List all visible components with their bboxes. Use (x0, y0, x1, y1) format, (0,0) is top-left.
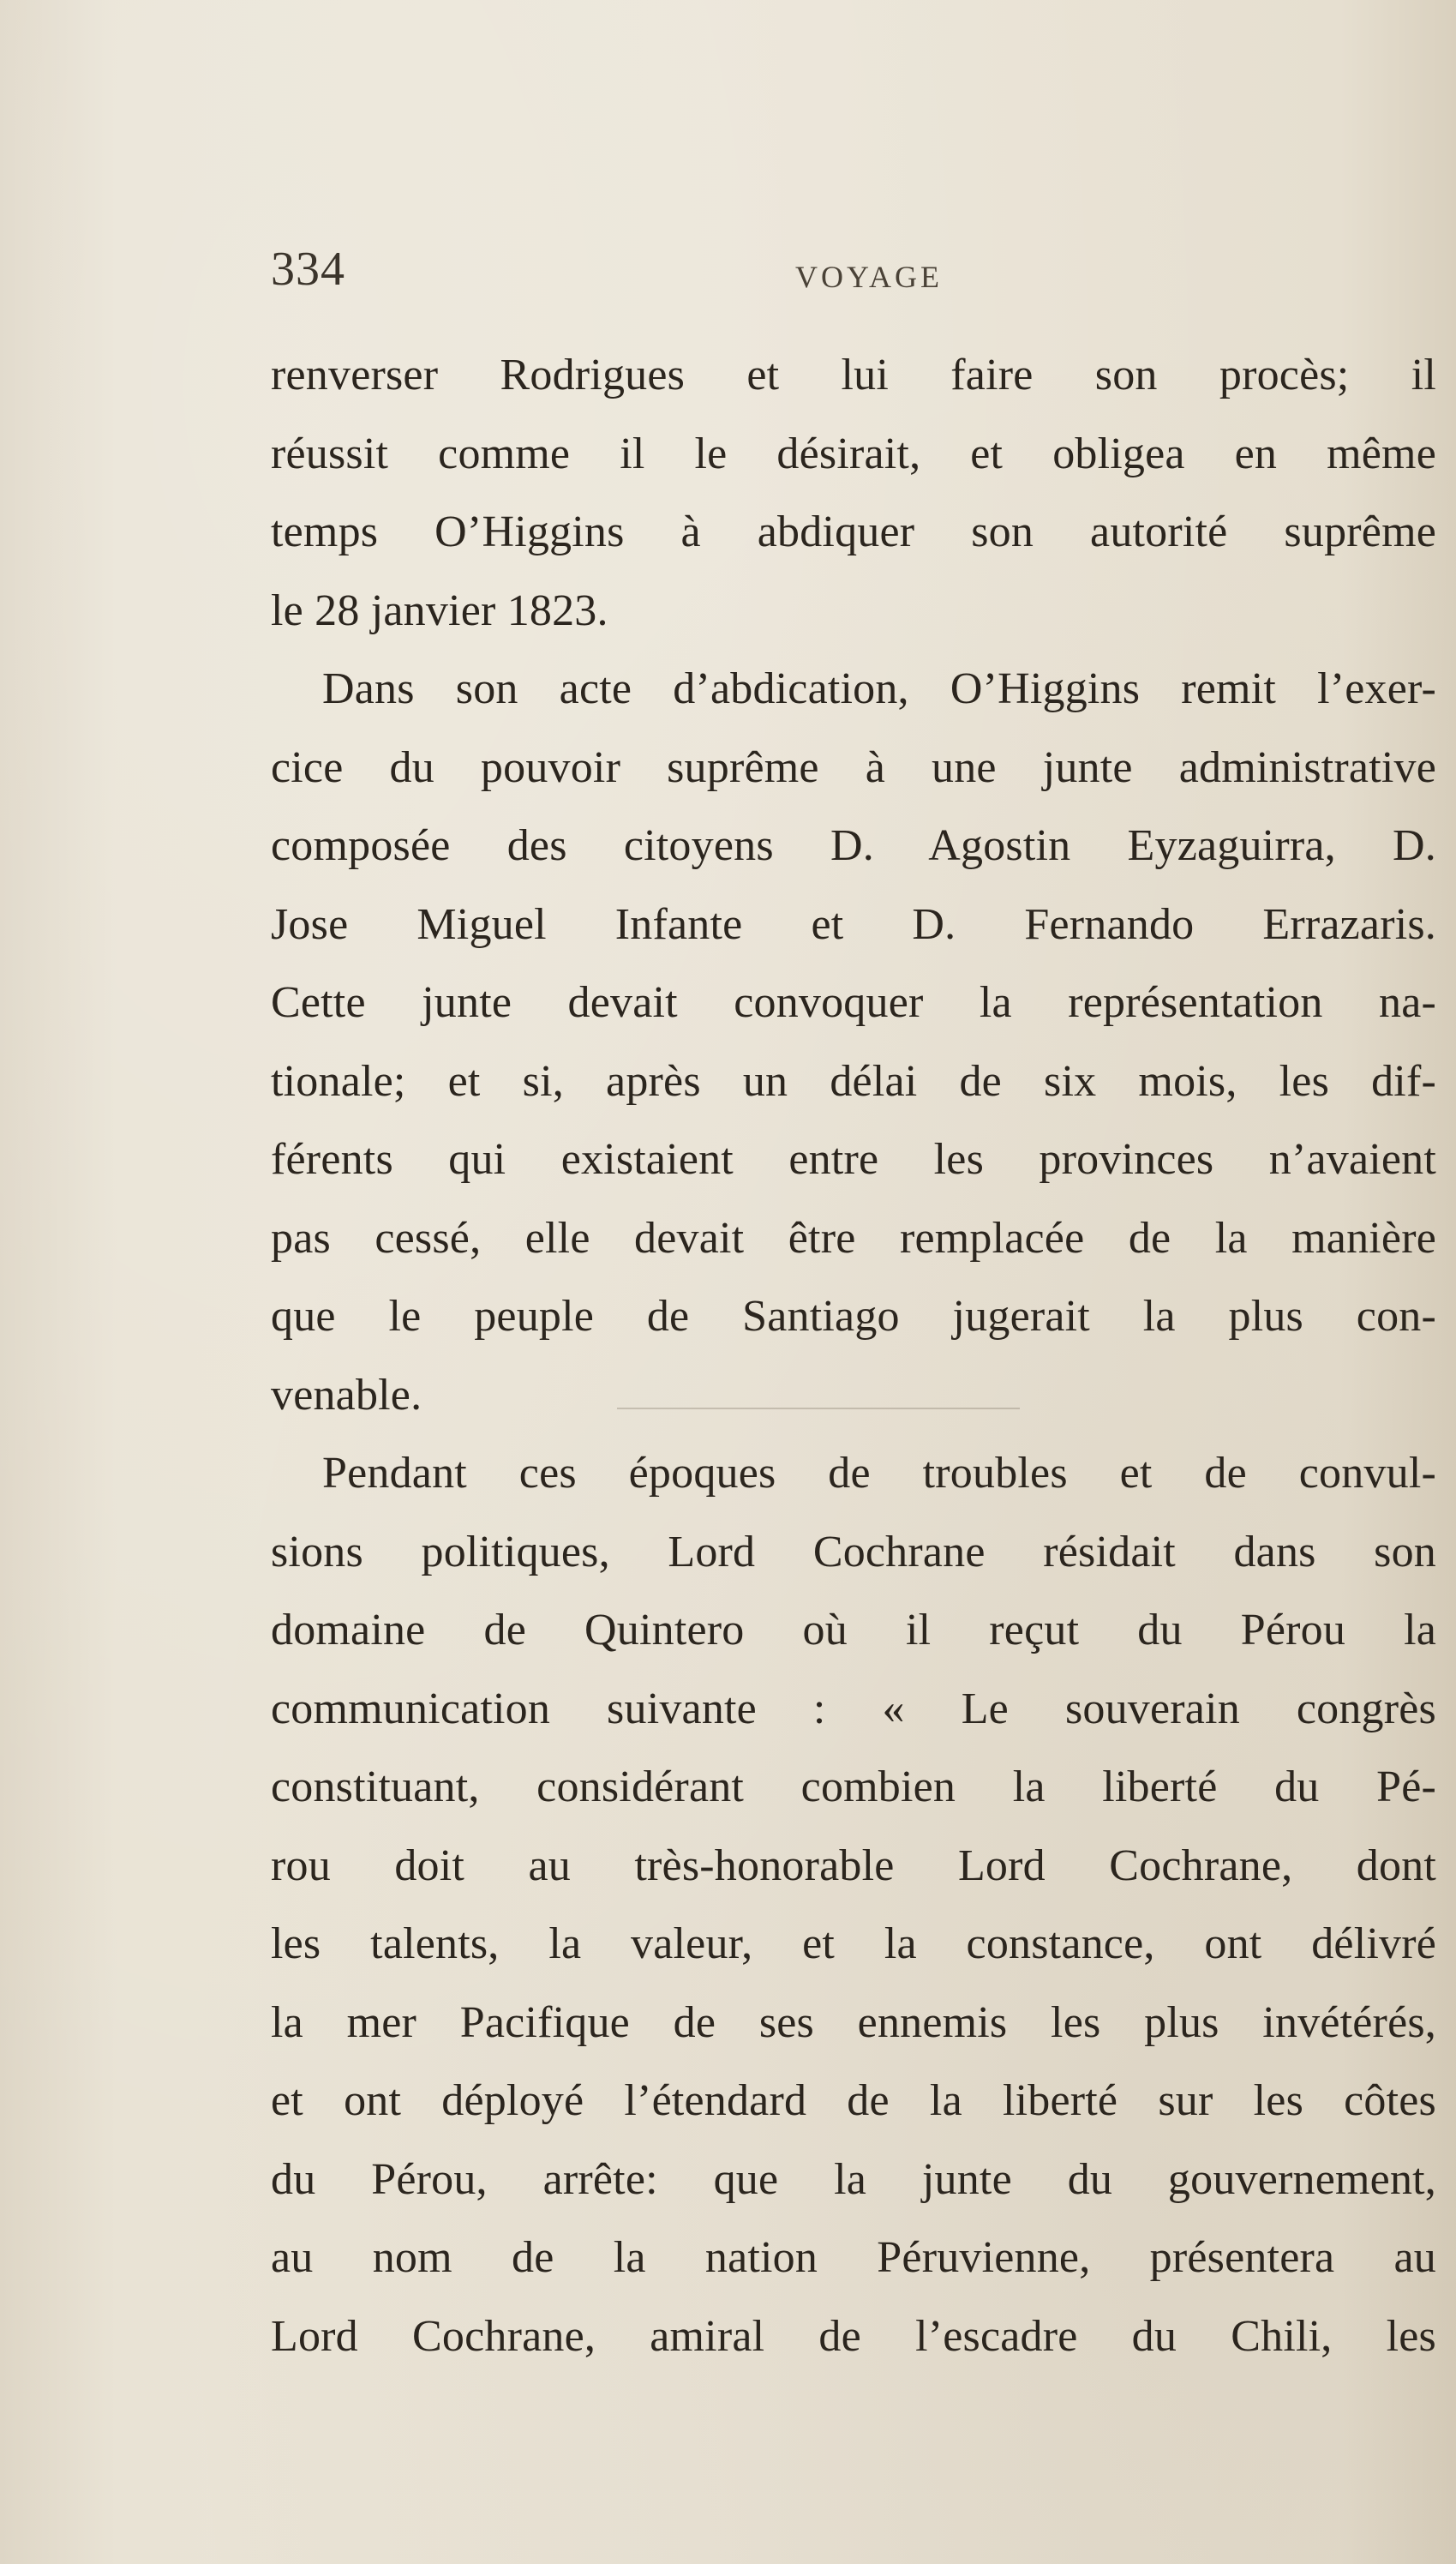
text-line: les talents, la valeur, et la constance, ont délivré (271, 1919, 1436, 1968)
text-line: pas cessé, elle devait être remplacée de la manière (271, 1213, 1436, 1263)
text-line: du Pérou, arrête: que la junte du gouvernement, (271, 2154, 1436, 2204)
text-line: composée des citoyens D. Agostin Eyzaguirra, D. (271, 821, 1436, 870)
text-line: férents qui existaient entre les provinces n’avaient (271, 1135, 1436, 1184)
text-line: et ont déployé l’étendard de la liberté sur les côtes (271, 2076, 1436, 2125)
running-title: VOYAGE (795, 260, 943, 294)
text-line: Lord Cochrane, amiral de l’escadre du Chili, les (271, 2311, 1436, 2361)
text-line: domaine de Quintero où il reçut du Pérou la (271, 1606, 1436, 1654)
page-number: 334 (271, 243, 345, 296)
text-line: que le peuple de Santiago jugerait la plus con- (271, 1292, 1436, 1341)
text-line: rou doit au très-honorable Lord Cochrane, dont (271, 1840, 1436, 1890)
text-line: tionale; et si, après un délai de six mois, les dif- (271, 1056, 1436, 1106)
body-text (271, 336, 1436, 2375)
text-line: le 28 janvier 1823. (271, 585, 608, 635)
text-line: la mer Pacifique de ses ennemis les plus invétérés, (271, 1997, 1436, 2047)
text-line: temps O’Higgins à abdiquer son autorité suprême (271, 507, 1436, 556)
show-through-rule (617, 1408, 1020, 1409)
text-line: Cette junte devait convoquer la représentation na- (271, 978, 1436, 1027)
text-line: venable. (271, 1370, 422, 1420)
text-line: réussit comme il le désirait, et obligea en même (271, 429, 1436, 478)
text-line: communication suivante : « Le souverain congrès (271, 1684, 1436, 1733)
text-line: sions politiques, Lord Cochrane résidait dans son (271, 1527, 1436, 1576)
text-line: renverser Rodrigues et lui faire son procès; il (271, 351, 1436, 399)
running-head (271, 242, 1436, 302)
text-line: au nom de la nation Péruvienne, présentera au (271, 2233, 1436, 2282)
text-line: Pendant ces époques de troubles et de convul- (322, 1449, 1436, 1498)
text-line: Dans son acte d’abdication, O’Higgins remit l’exer- (322, 664, 1436, 713)
text-line: cice du pouvoir suprême à une junte administrative (271, 742, 1436, 792)
text-line: Jose Miguel Infante et D. Fernando Errazaris. (271, 899, 1436, 949)
text-line: constituant, considérant combien la liberté du Pé- (271, 1762, 1436, 1811)
